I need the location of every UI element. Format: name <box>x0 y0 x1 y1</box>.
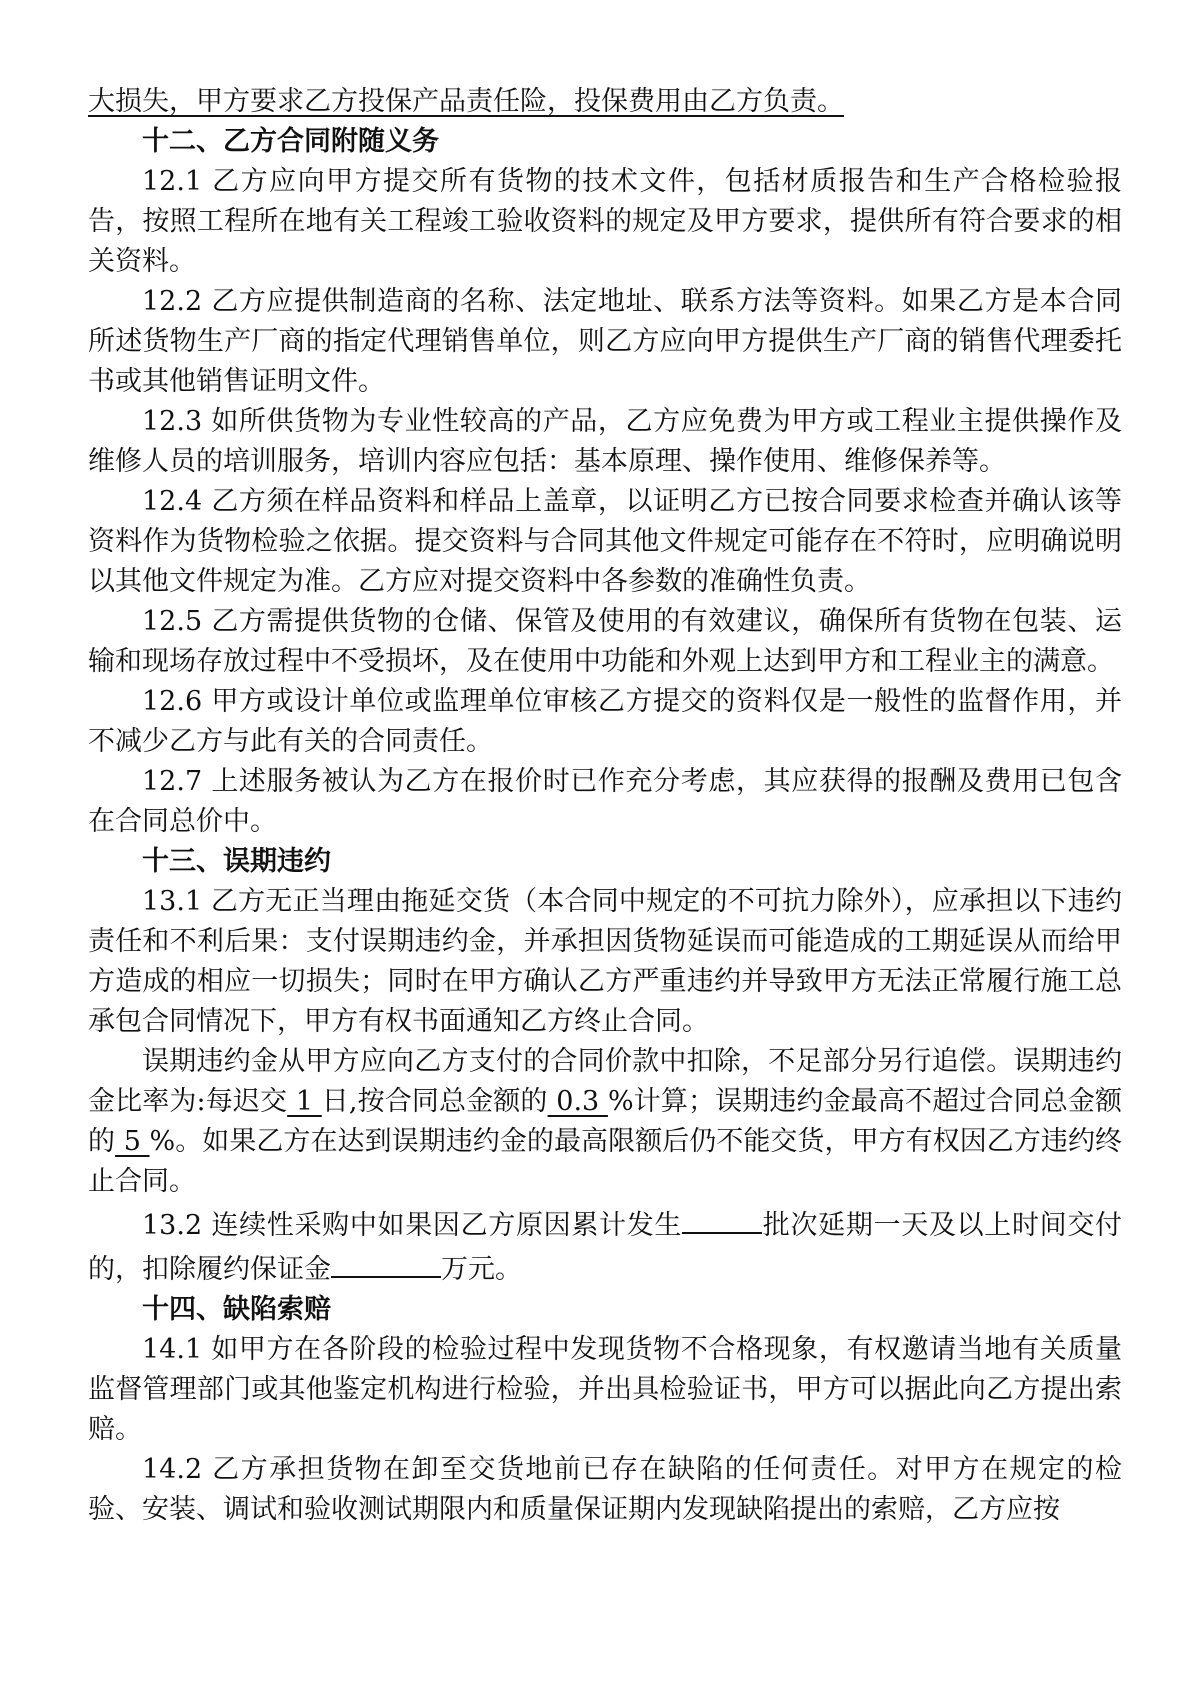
top-continuation-line: 大损失，甲方要求乙方投保产品责任险，投保费用由乙方负责。 <box>88 86 844 117</box>
clause-13-2-text-c: 万元。 <box>441 1254 522 1285</box>
section-14-heading: 十四、缺陷索赔 <box>142 1294 331 1325</box>
penalty-text-d: %。如果乙方在达到误期违约金的最高限额后仍不能交货，甲方有权因乙方违约终止合同。 <box>88 1126 1123 1197</box>
clause-13-1: 13.1 乙方无正当理由拖延交货（本合同中规定的不可抗力除外），应承担以下违约责任和不利后果：支付误期违约金，并承担因货物延误而可能造成的工期延误从而给甲方造成的相应一切损失；同时在甲方确认乙方严重违约并导致甲方无法正常履行施工总承包合同情况下，甲方有权书面通知乙方终止合同。 <box>88 886 1122 1037</box>
clause-13-2-text-b: 批次延期一天及以上时间交付的，扣除履约保证金 <box>88 1210 1123 1285</box>
clause-12-7: 12.7 上述服务被认为乙方在报价时已作充分考虑，其应获得的报酬及费用已包含在合同总价中。 <box>88 766 1122 837</box>
penalty-days-value: 1 <box>287 1086 322 1117</box>
penalty-text-a: 误期违约金从甲方应向乙方支付的合同价款中扣除，不足部分另行追偿。误期违约金比率为:每迟交 <box>88 1046 1122 1117</box>
clause-12-1: 12.1 乙方应向甲方提交所有货物的技术文件，包括材质报告和生产合格检验报告，按照工程所在地有关工程竣工验收资料的规定及甲方要求，提供所有符合要求的相关资料。 <box>88 166 1122 277</box>
clause-14-2: 14.2 乙方承担货物在卸至交货地前已存在缺陷的任何责任。对甲方在规定的检验、安装、调试和验收测试期限内和质量保证期内发现缺陷提出的索赔，乙方应按 <box>88 1454 1122 1525</box>
clause-12-4: 12.4 乙方须在样品资料和样品上盖章，以证明乙方已按合同要求检查并确认该等资料作为货物检验之依据。提交资料与合同其他文件规定可能存在不符时，应明确说明以其他文件规定为准。乙方应对提交资料中各参数的准确性负责。 <box>88 486 1122 597</box>
batch-count-blank <box>682 1202 762 1234</box>
clause-12-2: 12.2 乙方应提供制造商的名称、法定地址、联系方法等资料。如果乙方是本合同所述货物生产厂商的指定代理销售单位，则乙方应向甲方提供生产厂商的销售代理委托书或其他销售证明文件。 <box>88 286 1122 397</box>
section-13-heading: 十三、误期违约 <box>142 846 331 877</box>
penalty-cap-value: 5 <box>115 1126 150 1157</box>
clause-12-5: 12.5 乙方需提供货物的仓储、保管及使用的有效建议，确保所有货物在包装、运输和现场存放过程中不受损坏，及在使用中功能和外观上达到甲方和工程业主的满意。 <box>88 606 1122 677</box>
penalty-text-b: 日,按合同总金额的 <box>321 1086 548 1117</box>
clause-12-6: 12.6 甲方或设计单位或监理单位审核乙方提交的资料仅是一般性的监督作用，并不减少乙方与此有关的合同责任。 <box>88 686 1122 757</box>
deposit-amount-blank <box>331 1246 441 1278</box>
section-12-heading: 十二、乙方合同附随义务 <box>142 126 439 157</box>
clause-13-2-text-a: 13.2 连续性采购中如果因乙方原因累计发生 <box>142 1210 683 1241</box>
penalty-rate-value: 0.3 <box>547 1086 608 1117</box>
clause-14-1: 14.1 如甲方在各阶段的检验过程中发现货物不合格现象，有权邀请当地有关质量监督管理部门或其他鉴定机构进行检验，并出具检验证书，甲方可以据此向乙方提出索赔。 <box>88 1334 1122 1445</box>
penalty-paragraph <box>88 1042 1122 1202</box>
clause-13-2 <box>88 1202 1122 1290</box>
penalty-text-c: %计算；误期违约金最高不超过合同总金额的 <box>88 1086 1122 1157</box>
clause-12-3: 12.3 如所供货物为专业性较高的产品，乙方应免费为甲方或工程业主提供操作及维修人员的培训服务，培训内容应包括：基本原理、操作使用、维修保养等。 <box>88 406 1122 477</box>
